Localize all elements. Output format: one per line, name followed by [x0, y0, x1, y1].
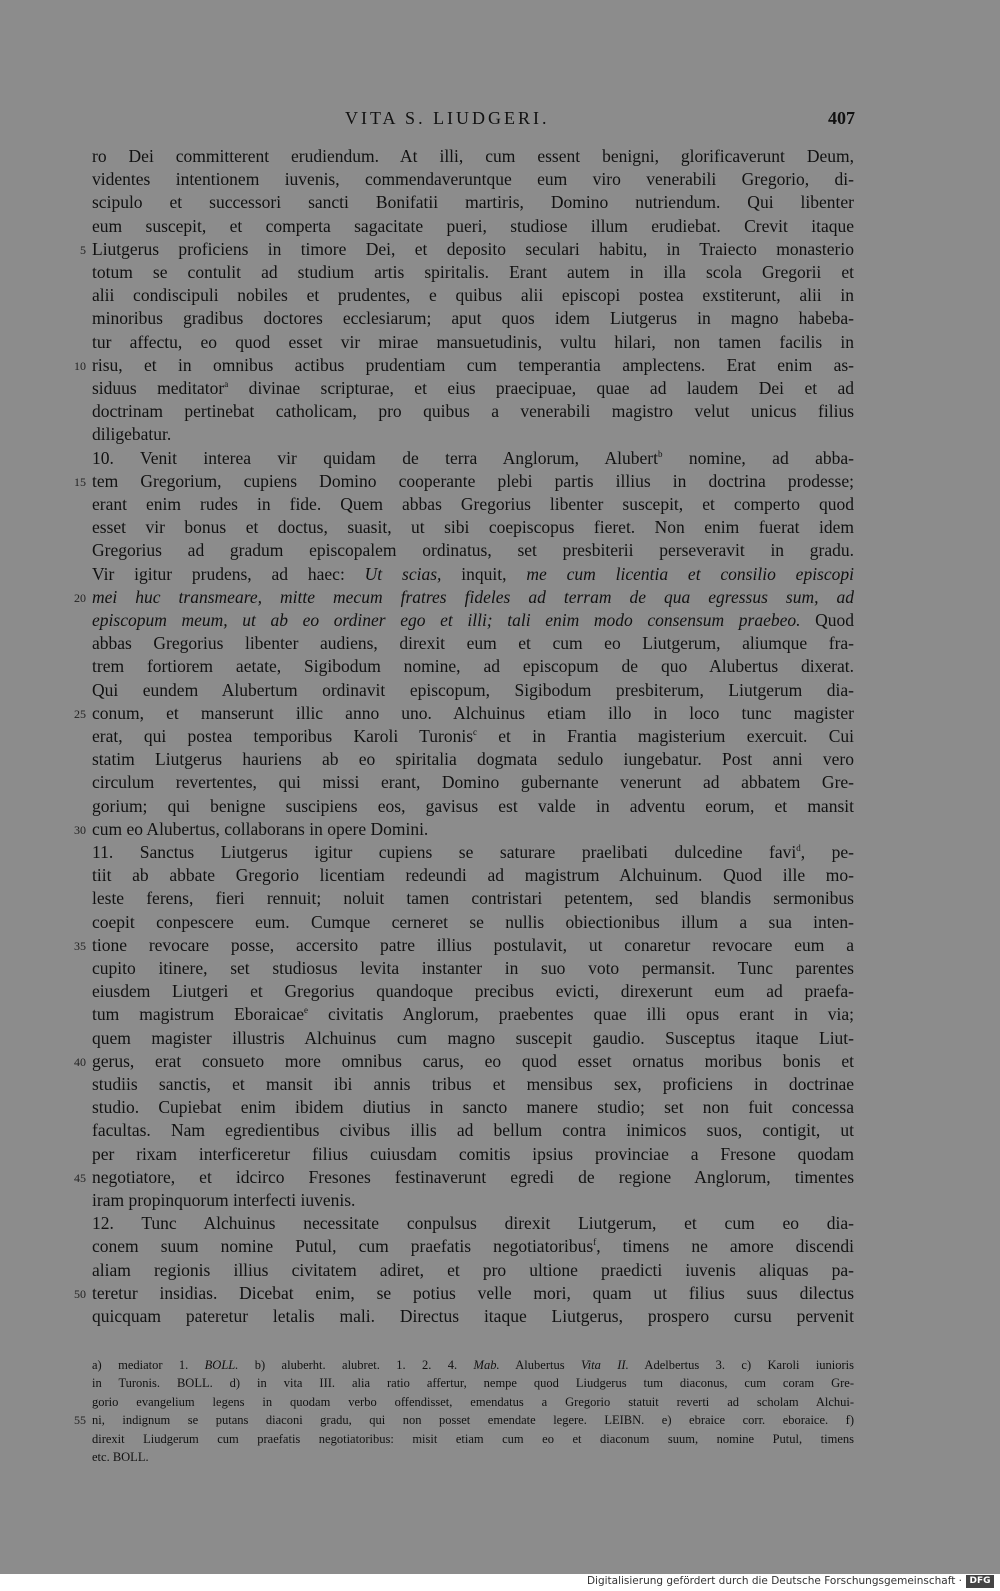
text-segment: erant enim rudes in fide. Quem abbas Gregorius libenter suscepit, et comperto quod: [92, 494, 854, 514]
text-line: [92, 261, 854, 284]
text-segment: totum se contulit ad studium artis spiritalis. Erant autem in illa scola Gregorii et: [92, 262, 854, 282]
text-line: [92, 516, 854, 539]
text-line: [92, 215, 854, 238]
text-line: [92, 586, 854, 609]
text-segment: videntes intentionem iuvenis, commendaveruntque eum viro venerabili Gregorio, di-: [92, 169, 854, 190]
text-segment: Vita II.: [580, 1358, 629, 1372]
text-segment: per rixam interficeretur filius cuiusdam comitis ipsius provinciae a Fresone quodam: [92, 1143, 854, 1164]
text-segment: studiis sanctis, et mansit ibi annis tribus et mensibus sex, proficiens in doctrinae: [92, 1074, 854, 1094]
text-line: [92, 748, 854, 771]
line-number: 25: [74, 706, 86, 721]
page-number: 407: [828, 108, 855, 128]
text-segment: Adelbertus 3. c) Karoli iunioris: [628, 1358, 855, 1372]
text-line: [92, 841, 854, 864]
text-segment: tem Gregorium, cupiens Domino cooperante plebi partis illius in doctrina prodesse;: [92, 470, 854, 491]
line-number: 5: [80, 242, 86, 257]
text-segment: civitatis Anglorum, praebentes quae illi opus erant in via;: [308, 1004, 854, 1025]
text-line: [92, 1212, 854, 1235]
text-segment: tum magistrum Eboraicae: [92, 1004, 305, 1025]
footnote-line: [92, 1411, 854, 1429]
text-segment: in Turonis. BOLL. d) in vita III. alia ratio affertur, nempe quod Liudgerus tum diaconus, cum coram Gre-: [92, 1376, 854, 1391]
text-segment: erat, qui postea temporibus Karoli Turonis: [92, 726, 474, 746]
text-segment: Liutgerus proficiens in timore Dei, et deposito seculari habitu, in Traiecto monasterio: [92, 238, 854, 259]
text-line: [92, 493, 854, 516]
line-number: 30: [74, 822, 86, 837]
line-number: 45: [74, 1170, 86, 1185]
text-segment: teretur insidias. Dicebat enim, se potius velle mori, quam ut filius suus dilectus: [92, 1282, 854, 1303]
text-line: [92, 655, 854, 678]
text-segment: et in Frantia magisterium exercuit. Cui: [477, 726, 854, 746]
text-line: [92, 1119, 854, 1142]
text-line: [92, 168, 854, 191]
text-segment: Mab.: [473, 1358, 500, 1372]
text-line: [92, 887, 854, 910]
text-segment: quicquam pateretur letalis mali. Directus itaque Liutgerus, prospero cursu pervenit: [92, 1306, 854, 1326]
text-segment: etc. BOLL.: [92, 1450, 149, 1464]
text-segment: tione revocare posse, accersito patre illius postulavit, ut conaretur revocare eum a: [92, 934, 854, 955]
text-segment: me cum licentia et consilio episcopi: [526, 563, 855, 584]
text-segment: statim Liutgerus hauriens ab eo spiritalia dogmata sedulo iungebatur. Post anni vero: [92, 749, 854, 770]
text-segment: gerus, erat consueto more omnibus carus, eo quod esset ornatus moribus bonis et: [92, 1050, 854, 1071]
text-line: [92, 400, 854, 423]
line-number: 10: [74, 358, 86, 373]
text-line: [92, 1143, 854, 1166]
text-line: [92, 1305, 854, 1328]
text-segment: eiusdem Liutgeri et Gregorius quandoque precibus evicti, direxerunt eum ad praefa-: [92, 981, 854, 1002]
text-line: [92, 609, 854, 632]
text-line: [92, 1003, 854, 1026]
text-line: [92, 864, 854, 887]
text-segment: divinae scripturae, et eius praecipuae, quae ad laudem Dei et ad: [228, 378, 854, 398]
line-number: 15: [74, 474, 86, 489]
text-segment: 10. Venit interea vir quidam de terra Anglorum, Alubert: [92, 447, 658, 468]
text-segment: a) mediator 1.: [92, 1358, 205, 1372]
text-line: [92, 563, 854, 586]
footnote-marker: c: [473, 727, 478, 737]
text-segment: eum suscepit, et comperta sagacitate pueri, studiose illum erudiebat. Crevit itaque: [92, 215, 854, 236]
text-segment: , pe-: [800, 842, 854, 862]
footnote-line: [92, 1448, 854, 1466]
text-segment: Quod: [800, 610, 855, 630]
line-number: 35: [74, 938, 86, 953]
text-line: [92, 1282, 854, 1305]
text-segment: direxit Liudgerum cum praefatis negotiatoribus: misit etiam cum eo et diaconum suum, nomine Putul, timens: [92, 1431, 854, 1446]
text-segment: doctrinam pertinebat catholicam, pro quibus a venerabili magistro velut unicus filius: [92, 401, 854, 422]
text-line: [92, 377, 854, 400]
text-line: [92, 911, 854, 934]
text-line: [92, 980, 854, 1003]
text-line: [92, 354, 854, 377]
text-segment: Gregorius ad gradum episcopalem ordinatus, set presbiterii perseveravit in gradu.: [92, 540, 854, 561]
text-line: [92, 145, 854, 168]
text-segment: Alubertus: [499, 1358, 581, 1372]
text-segment: coepit conpescere eum. Cumque cerneret se nullis obiectionibus illum a sua inten-: [92, 911, 854, 932]
text-segment: BOLL.: [204, 1358, 239, 1372]
footnote-line: [92, 1356, 854, 1374]
text-segment: , timens ne amore discendi: [596, 1236, 854, 1257]
text-line: [92, 447, 854, 470]
line-number: 50: [74, 1286, 86, 1301]
text-line: [92, 1027, 854, 1050]
text-line: [92, 1189, 854, 1212]
text-segment: Vir igitur prudens, ad haec:: [92, 563, 365, 584]
text-line: [92, 725, 854, 748]
text-segment: negotiatore, et idcirco Fresones festinaverunt egredi de regione Anglorum, timentes: [92, 1166, 854, 1187]
dfg-logo: DFG: [966, 1575, 994, 1588]
text-line: [92, 191, 854, 214]
text-segment: diligebatur.: [92, 424, 172, 445]
text-segment: 11. Sanctus Liutgerus igitur cupiens se saturare praelibati dulcedine favi: [92, 842, 797, 862]
footnote-line: [92, 1393, 854, 1411]
footnote-marker: b: [657, 448, 663, 459]
line-number: 55: [74, 1413, 86, 1428]
text-segment: circulum revertentes, qui missi erant, Domino gubernante venerunt ad abbatem Gre-: [92, 772, 854, 793]
text-line: [92, 771, 854, 794]
text-line: [92, 284, 854, 307]
text-segment: nomine, ad abba-: [662, 447, 854, 468]
text-line: [92, 470, 854, 493]
footnote-marker: d: [796, 843, 801, 853]
text-segment: minoribus gradibus doctores ecclesiarum; aput quos idem Liutgerus in magno habeba-: [92, 308, 854, 329]
text-line: [92, 238, 854, 261]
text-segment: 12. Tunc Alchuinus necessitate conpulsus direxit Liutgerum, et cum eo dia-: [92, 1213, 854, 1234]
text-segment: risu, et in omnibus actibus prudentiam cum temperantia amplectens. Erat enim as-: [92, 354, 854, 375]
text-line: [92, 818, 854, 841]
line-number: 20: [74, 590, 86, 605]
text-segment: leste ferens, fieri rennuit; noluit tamen contristari petentem, sed blandis sermonibus: [92, 888, 854, 909]
text-segment: quem magister illustris Alchuinus cum magno suscepit gaudio. Susceptus itaque Liut-: [92, 1027, 854, 1048]
text-line: [92, 702, 854, 725]
text-line: [92, 934, 854, 957]
funding-notice: Digitalisierung gefördert durch die Deutsche Forschungsgemeinschaft ·: [586, 1575, 962, 1587]
text-line: [92, 795, 854, 818]
text-segment: esset vir bonus et doctus, suasit, ut sibi coepiscopus fieret. Non enim fuerat idem: [92, 517, 854, 538]
text-segment: b) aluberht. alubret. 1. 2. 4.: [238, 1358, 474, 1372]
text-segment: conum, et manserunt illic anno uno. Alchuinus etiam illo in loco tunc magister: [92, 702, 854, 723]
text-line: [92, 957, 854, 980]
text-segment: scipulo et successori sancti Bonifatii martiris, Domino nutriendum. Qui libenter: [92, 192, 854, 213]
text-line: [92, 1235, 854, 1258]
text-line: [92, 1050, 854, 1073]
text-segment: Ut scias,: [364, 563, 442, 584]
text-segment: aliam regionis illius civitatem adiret, et pro ultione praedicti iuvenis aliquas pa-: [92, 1259, 854, 1280]
running-title: VITA S. LIUDGERI.: [345, 108, 550, 128]
text-segment: inquit,: [441, 563, 527, 584]
line-number: 40: [74, 1054, 86, 1069]
text-segment: Qui eundem Alubertum ordinavit episcopum, Sigibodum presbiterum, Liutgerum dia-: [92, 679, 854, 700]
text-segment: episcopum meum, ut ab eo ordiner ego et illi; tali enim modo consensum praebeo.: [92, 610, 801, 630]
text-segment: siduus meditator: [92, 378, 225, 398]
text-segment: ni, indignum se putans diaconi gradu, qui non posset emendate legere. LEIBN. e) ebraice corr. eboraice. f): [92, 1413, 854, 1428]
footnote-marker: f: [593, 1237, 597, 1248]
text-segment: facultas. Nam egredientibus civibus illis ad bellum contra inimicos suos, contigit, ut: [92, 1120, 854, 1141]
text-line: [92, 1073, 854, 1096]
text-line: [92, 679, 854, 702]
text-segment: cupito itinere, set studiosus levita instanter in suo voto permansit. Tunc parentes: [92, 958, 854, 978]
text-line: [92, 539, 854, 562]
text-segment: studio. Cupiebat enim ibidem diutius in sancto manere studio; set non fuit concessa: [92, 1097, 854, 1118]
text-line: [92, 1259, 854, 1282]
text-line: [92, 1096, 854, 1119]
footnote-marker: a: [224, 379, 229, 389]
text-segment: abbas Gregorius libenter audiens, direxit eum et cum eo Liutgerum, aliumque fra-: [92, 633, 854, 654]
text-line: [92, 423, 854, 446]
text-line: [92, 307, 854, 330]
text-segment: gorium; qui benigne suscipiens eos, gavisus est valde in adventu eorum, et mansit: [92, 795, 854, 816]
footnote-marker: e: [304, 1005, 309, 1016]
text-segment: conem suum nomine Putul, cum praefatis negotiatoribus: [92, 1236, 594, 1257]
text-segment: mei huc transmeare, mitte mecum fratres fideles ad terram de qua egressus sum, ad: [92, 586, 854, 607]
text-segment: trem fortiorem aetate, Sigibodum nomine, ad episcopum de quo Alubertus dixerat.: [92, 656, 854, 677]
footnote-line: [92, 1430, 854, 1448]
text-segment: tur affectu, eo quod esset vir mirae mansuetudinis, vultu hilari, non tamen facilis in: [92, 331, 854, 352]
text-segment: tiit ab abbate Gregorio licentiam redeundi ad magistrum Alchuinum. Quod ille mo-: [92, 865, 854, 886]
text-line: [92, 331, 854, 354]
text-segment: ro Dei committerent erudiendum. At illi, cum essent benigni, glorificaverunt Deum,: [92, 146, 854, 166]
footnote-line: [92, 1374, 854, 1392]
text-segment: gorio evangelium legens in quodam verbo offendisset, emendatus a Gregorio statuit reverti ad scholam Alchui-: [92, 1394, 854, 1409]
text-segment: iram propinquorum interfecti iuvenis.: [92, 1190, 356, 1210]
text-segment: alii condiscipuli nobiles et prudentes, e quibus alii episcopi postea exstiterunt, alii in: [92, 285, 854, 306]
text-line: [92, 632, 854, 655]
text-segment: cum eo Alubertus, collaborans in opere Domini.: [92, 818, 429, 839]
text-line: [92, 1166, 854, 1189]
